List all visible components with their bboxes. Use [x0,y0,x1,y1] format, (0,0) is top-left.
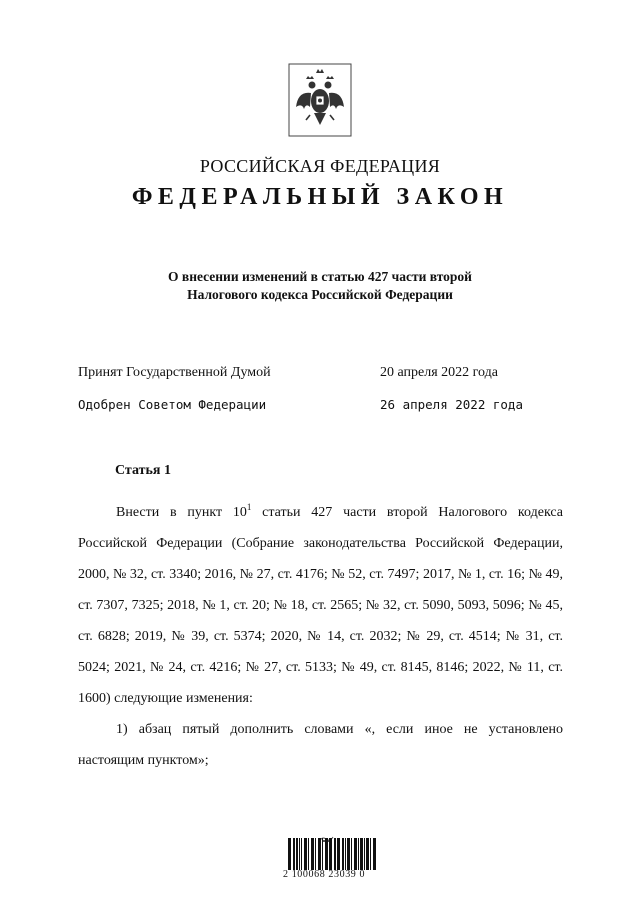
barcode-bar [293,838,295,870]
barcode-bar [351,838,352,870]
article-body [78,497,563,776]
barcode-icon [288,838,380,872]
barcode-number: 2 100068 23039 0 [283,869,366,880]
barcode-bar [288,838,291,870]
printer-mark-icon [318,830,334,838]
barcode-bar [337,838,340,870]
barcode-bar [345,838,346,870]
barcode-bar [325,838,328,870]
paragraph-1-start: Внести в пункт 10 [116,505,247,520]
council-approval-date: 26 апреля 2022 года [380,397,523,412]
barcode-bar [304,838,307,870]
barcode-bar [315,838,316,870]
duma-adoption-date: 20 апреля 2022 года [380,365,498,380]
barcode-bar [354,838,357,870]
article-paragraph-1 [78,497,563,714]
barcode-bar [311,838,314,870]
council-approval-label: Одобрен Советом Федерации [78,397,267,412]
paragraph-1-rest: статьи 427 части второй Налогового кодекса Российской Федерации (Собрание законодательства Российской Федерации, 2000, № 32, ст. 3340; 2016, № 27, ст. 4176; № 52, ст. 7497; 2017, № 1, ст. 16; № 49, ст. 7307, 7325; 2018, № 1, ст. 20; № 18, ст. 2565; № 32, ст. 5090, 5093, 5096; № 45, ст. 6828; 2019, № 39, ст. 5374; 2020, № 14, ст. 2032; № 29, ст. 4514; № 31, ст. 5024; 2021, № 24, ст. 4216; № 27, ст. 5133; № 49, ст. 8145, 8146; 2022, № 11, ст. 1600) следующие изменения: [78,505,563,706]
barcode-bar [301,838,302,870]
country-name: РОССИЙСКАЯ ФЕДЕРАЦИЯ [199,156,441,176]
barcode-bar [358,838,359,870]
barcode-bar [360,838,363,870]
barcode-bar [342,838,344,870]
article-heading: Статья 1 [115,463,171,478]
barcode-bar [318,838,321,870]
law-title-line-2: Налогового кодекса Российской Федерации [187,287,453,302]
barcode-bar [370,838,371,870]
barcode-bar [334,838,336,870]
barcode-bar [308,838,309,870]
barcode-bar [364,838,365,870]
barcode-bar [347,838,350,870]
law-title [0,268,640,304]
coat-of-arms-icon [288,63,352,137]
barcode-bar [373,838,376,870]
barcode-bar [322,838,323,870]
article-paragraph-2: 1) абзац пятый дополнить словами «, если иное не установлено настоящим пунктом»; [78,722,563,768]
barcode-bar [366,838,369,870]
barcode-bar [296,838,298,870]
barcode-bar [299,838,300,870]
duma-adoption-label: Принят Государственной Думой [78,365,271,380]
document-type: ФЕДЕРАЛЬНЫЙ ЗАКОН [131,184,509,210]
law-title-line-1: О внесении изменений в статью 427 части второй [168,269,472,284]
barcode-bar [329,838,332,870]
superscript-index: 1 [246,502,252,512]
